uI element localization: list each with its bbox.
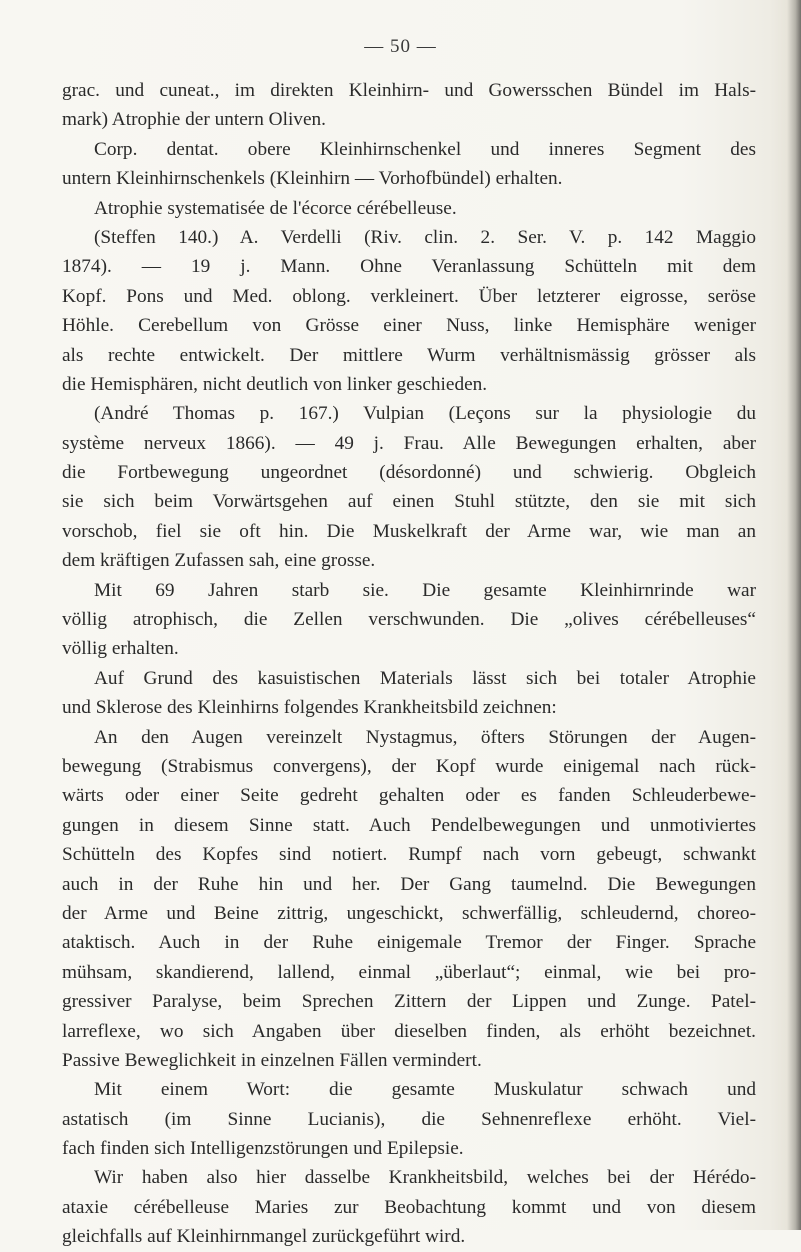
text-line: gressiver Paralyse, beim Sprechen Zittern der Lippen und Zunge. Patel- <box>62 991 756 1013</box>
text-line: (André Thomas p. 167.) Vulpian (Leçons sur la physiologie du <box>94 403 756 425</box>
page-edge-shadow <box>787 0 801 1230</box>
text-line: mühsam, skandierend, lallend, einmal „überlaut“; einmal, wie bei pro- <box>62 961 756 983</box>
text-line: als rechte entwickelt. Der mittlere Wurm verhältnismässig grösser als <box>62 344 756 366</box>
text-line: Wir haben also hier dasselbe Krankheitsbild, welches bei der Hérédo- <box>94 1167 756 1189</box>
text-line: untern Kleinhirnschenkels (Kleinhirn — Vorhofbündel) erhalten. <box>62 168 563 190</box>
body-text <box>62 76 756 1252</box>
text-line: völlig erhalten. <box>62 638 179 660</box>
text-line: Mit einem Wort: die gesamte Muskulatur schwach und <box>94 1079 756 1101</box>
text-line: Passive Beweglichkeit in einzelnen Fällen vermindert. <box>62 1049 482 1071</box>
text-line: Auf Grund des kasuistischen Materials lässt sich bei totaler Atrophie <box>94 667 756 689</box>
page-number: — 50 — <box>364 36 437 57</box>
text-line: vorschob, fiel sie oft hin. Die Muskelkraft der Arme war, wie man an <box>62 520 756 542</box>
text-line: Höhle. Cerebellum von Grösse einer Nuss, linke Hemisphäre weniger <box>62 315 756 337</box>
text-line: mark) Atrophie der untern Oliven. <box>62 109 326 131</box>
text-line: 1874). — 19 j. Mann. Ohne Veranlassung Schütteln mit dem <box>62 256 756 278</box>
text-line: Corp. dentat. obere Kleinhirnschenkel und inneres Segment des <box>94 138 756 160</box>
text-line: ataktisch. Auch in der Ruhe einigemale Tremor der Finger. Sprache <box>62 932 756 954</box>
text-line: grac. und cuneat., im direkten Kleinhirn- und Gowersschen Bündel im Hals- <box>62 80 756 101</box>
text-line: Mit 69 Jahren starb sie. Die gesamte Kleinhirnrinde war <box>94 579 756 601</box>
text-line: der Arme und Beine zittrig, ungeschickt, schwerfällig, schleudernd, choreo- <box>62 902 756 924</box>
text-line: die Fortbewegung ungeordnet (désordonné) und schwierig. Obgleich <box>62 462 756 484</box>
text-line: Atrophie systematisée de l'écorce cérébelleuse. <box>94 197 457 219</box>
text-line: Kopf. Pons und Med. oblong. verkleinert. Über letzterer eigrosse, seröse <box>62 285 756 307</box>
text-line: (Steffen 140.) A. Verdelli (Riv. clin. 2. Ser. V. p. 142 Maggio <box>94 226 756 248</box>
text-line: système nerveux 1866). — 49 j. Frau. Alle Bewegungen erhalten, aber <box>62 432 756 454</box>
text-line: dem kräftigen Zufassen sah, eine grosse. <box>62 550 376 572</box>
text-line: astatisch (im Sinne Lucianis), die Sehnenreflexe erhöht. Viel- <box>62 1108 756 1130</box>
text-line: ataxie cérébelleuse Maries zur Beobachtung kommt und von diesem <box>62 1196 756 1218</box>
text-line: und Sklerose des Kleinhirns folgendes Krankheitsbild zeichnen: <box>62 697 557 719</box>
text-line: An den Augen vereinzelt Nystagmus, öfters Störungen der Augen- <box>94 726 756 748</box>
text-line: wärts oder einer Seite gedreht gehalten oder es fanden Schleuderbewe- <box>62 785 756 807</box>
text-line: völlig atrophisch, die Zellen verschwunden. Die „olives cérébelleuses“ <box>62 609 756 631</box>
text-line: fach finden sich Intelligenzstörungen und Epilepsie. <box>62 1138 464 1160</box>
text-line: bewegung (Strabismus convergens), der Kopf wurde einigemal nach rück- <box>62 755 756 777</box>
text-line: die Hemisphären, nicht deutlich von linker geschieden. <box>62 373 488 395</box>
text-line: sie sich beim Vorwärtsgehen auf einen Stuhl stützte, den sie mit sich <box>62 491 756 513</box>
text-line: gungen in diesem Sinne statt. Auch Pendelbewegungen und unmotiviertes <box>62 814 756 836</box>
text-line: auch in der Ruhe hin und her. Der Gang taumelnd. Die Bewegungen <box>62 873 756 895</box>
text-line: gleichfalls auf Kleinhirnmangel zurückgeführt wird. <box>62 1226 466 1248</box>
text-line: larreflexe, wo sich Angaben über dieselben finden, als erhöht bezeichnet. <box>62 1020 756 1042</box>
text-line: Schütteln des Kopfes sind notiert. Rumpf nach vorn gebeugt, schwankt <box>62 844 756 866</box>
